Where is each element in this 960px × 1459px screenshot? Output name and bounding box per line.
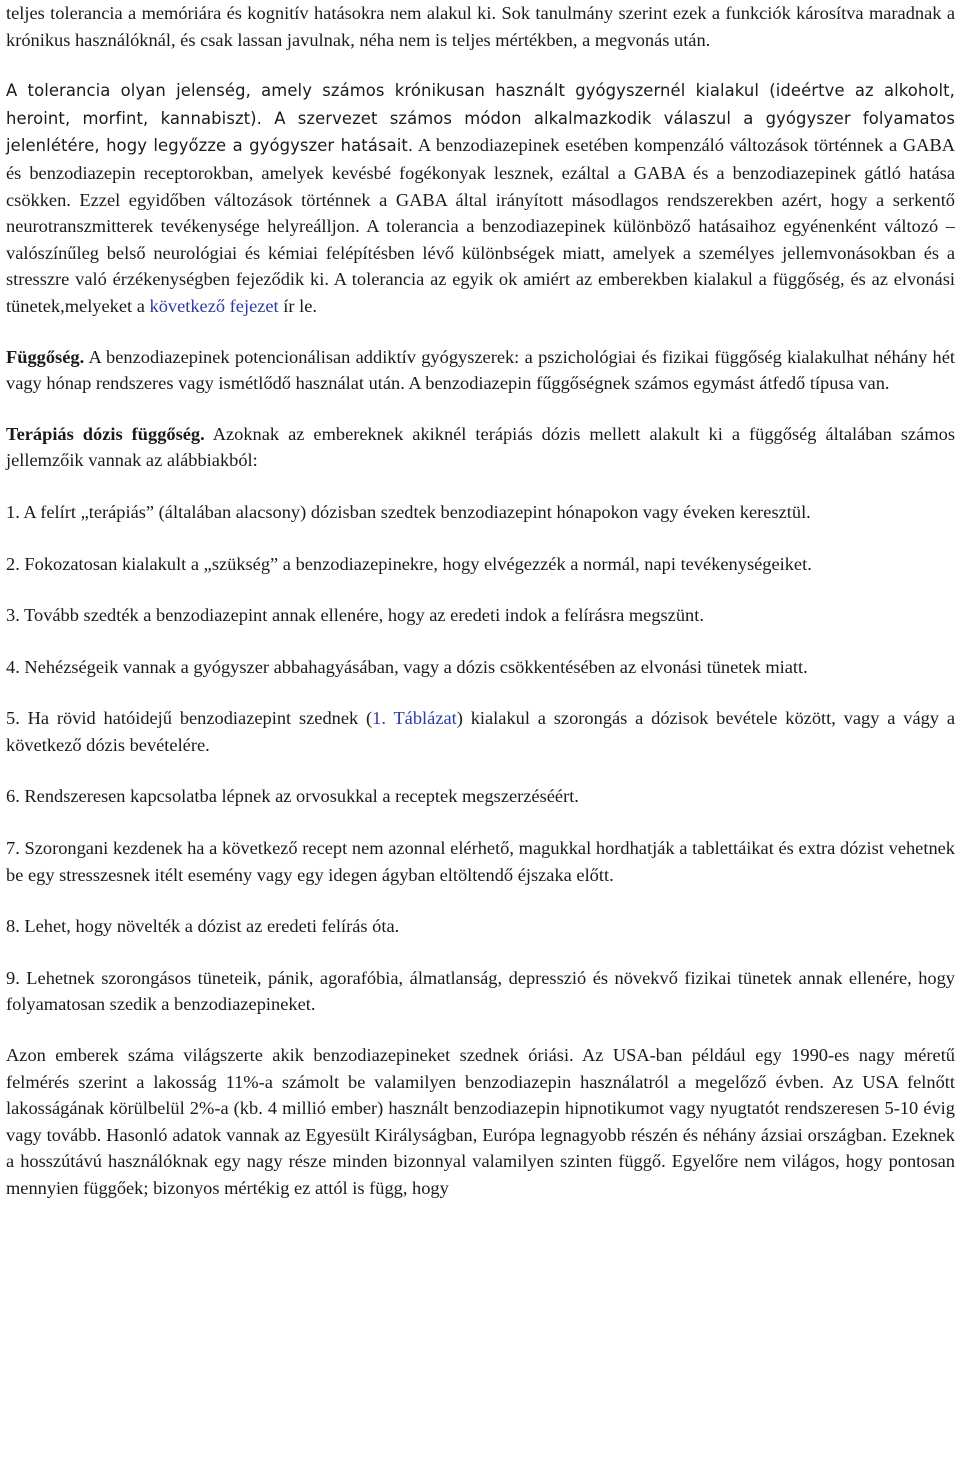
tolerance-sans-text: A tolerancia olyan jelenség, amely számos krónikusan használt gyógyszernél kialakul (ideértve az alkoholt, heroint, morfint, kannabiszt). A szervezet számos módon alkalmazkodik válaszul a gyógyszer folyamatos jelenlétére, hogy legyőzze a gyógyszer hatásait. <box>6 81 955 156</box>
tolerance-end-text: ír le. <box>278 295 317 316</box>
next-chapter-link[interactable]: következő fejezet <box>149 295 279 316</box>
list-item: 9. Lehetnek szorongásos tüneteik, pánik, agorafóbia, álmatlanság, depresszió és növekvő fizikai tünetek annak ellenére, hogy folyamatosan szedik a benzodiazepineket. <box>6 967 955 1015</box>
document-page <box>6 0 955 1202</box>
paragraph-tolerance <box>6 77 955 319</box>
list-item: 2. Fokozatosan kialakult a „szükség” a benzodiazepinekre, hogy elvégezzék a normál, napi tevékenységeiket. <box>6 553 812 574</box>
paragraph-dependence <box>6 344 955 397</box>
list-item: 8. Lehet, hogy növelték a dózist az eredeti felírás óta. <box>6 916 400 937</box>
therapeutic-dose-text: Azoknak az embereknek akiknél terápiás dózis mellett alakult ki a függőség általában számos jellemzőik vannak az alábbiakból: <box>6 423 955 471</box>
dependence-heading: Függőség. <box>6 346 85 367</box>
paragraph-prevalence: Azon emberek száma világszerte akik benzodiazepineket szednek óriási. Az USA-ban például egy 1990-es nagy méretű felmérés szerint a lakosság 11%-a számolt be valamilyen benzodiazepin használatról a megelőző évben. Az USA felnőtt lakosságának körülbelül 2%-a (kb. 4 millió ember) használt benzodiazepin hipnotikumot vagy nyugtatót rendszeresen 5-10 évig vagy tovább. Hasonló adatok vannak az Egyesült Királyságban, Európa legnagyobb részén és néhány ázsiai országban. Ezeknek a hosszútávú használóknak egy nagy része minden bizonnyal valamilyen szinten függő. Egyelőre nem világos, hogy pontosan mennyien függőek; bizonyos mértékig ez attól is függ, hogy <box>6 1045 955 1198</box>
paragraph-therapeutic-dose <box>6 421 955 474</box>
list-item: 3. Tovább szedték a benzodiazepint annak ellenére, hogy az eredeti indok a felírásra megszünt. <box>6 605 704 626</box>
list-item <box>6 705 955 758</box>
table-1-link[interactable]: 1. Táblázat <box>372 708 457 729</box>
list-item: 6. Rendszeresen kapcsolatba lépnek az orvosukkal a receptek megszerzéséért. <box>6 786 579 807</box>
list-item: 7. Szorongani kezdenek ha a következő recept nem azonnal elérhető, magukkal hordhatják a tablettáikat és extra dózist vehetnek be egy stresszesnek itélt esemény vagy egy idegen ágyban eltöltendő éjszaka előtt. <box>6 838 955 885</box>
therapeutic-dose-heading: Terápiás dózis függőség. <box>6 423 205 444</box>
paragraph-memory-tolerance: teljes tolerancia a memóriára és kognitív hatásokra nem alakul ki. Sok tanulmány szerint ezek a funkciók károsítva maradnak a krónikus használóknál, és csak lassan javulnak, néha nem is teljes mértékben, a megvonás után. <box>6 3 955 50</box>
list-item-5-end: ) kialakul a szorongás a dózisok bevétele között, vagy a vágy a következő dózis bevételére. <box>6 708 955 755</box>
list-item-5-start: 5. Ha rövid hatóidejű benzodiazepint szednek ( <box>6 708 373 729</box>
dependence-text: A benzodiazepinek potencionálisan addiktív gyógyszerek: a pszichológiai és fizikai függőség kialakulhat néhány hét vagy hónap rendszeres vagy ismétlődő használat után. A benzodiazepin fűggőségnek számos egymást átfedő típusa van. <box>6 346 955 394</box>
list-item: 1. A felírt „terápiás” (általában alacsony) dózisban szedtek benzodiazepint hónapokon vagy éveken keresztül. <box>6 501 811 522</box>
list-item: 4. Nehézségeik vannak a gyógyszer abbahagyásában, vagy a dózis csökkentésében az elvonási tünetek miatt. <box>6 656 808 677</box>
tolerance-serif-text: A benzodiazepinek esetében kompenzáló változások történnek a GABA és benzodiazepin receptorokban, amelyek kevésbé fogékonyak lesznek, ezáltal a GABA és a benzodiazepinek gátló hatása csökken. Ezzel egyidőben változások történnek a GABA által irányított másodlagos rendszerekben azért, hogy a serkentő neurotranszmitterek tevékenysége helyreálljon. A tolerancia a benzodiazepinek különböző hatásaihoz egyénenként változó – valószínűleg belső neurológiai és kémiai felépítésben lévő különbségek miatt, amelyek a személyes jellemvonásokban és a stresszre való érzékenységben fejeződik ki. A tolerancia az egyik ok amiért az emberekben kialakul a függőség, és az elvonási tünetek,melyeket a <box>6 135 955 316</box>
